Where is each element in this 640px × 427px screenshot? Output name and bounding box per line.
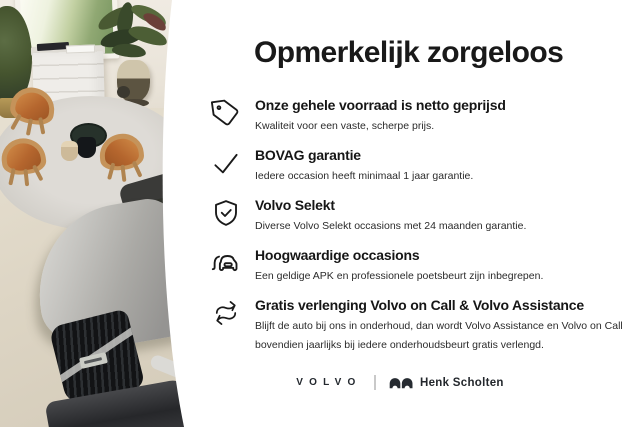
volvo-wordmark: VOLVO — [296, 377, 362, 388]
dealer-name: Henk Scholten — [419, 376, 504, 389]
feature-occasions — [211, 247, 635, 286]
footer-logos — [230, 375, 570, 390]
feature-description: Kwaliteit voor een vaste, scherpe prijs. — [255, 120, 435, 132]
feature-description: Een geldige APK en professionele poetsbeurt zijn inbegrepen. — [255, 270, 544, 282]
renewal-arrows-icon — [211, 298, 241, 328]
feature-title: BOVAG garantie — [255, 147, 361, 163]
checkmark-icon — [211, 148, 241, 178]
feature-volvo-selekt — [211, 197, 635, 236]
feature-description: Blijft de auto bij ons in onderhoud, dan wordt Volvo Assistance en Volvo on Call bovendien jaarlijks bij iedere onderhoudsbeurt gratis verlengd. — [255, 320, 623, 351]
shield-check-icon — [211, 198, 241, 228]
feature-title: Onze gehele voorraad is netto geprijsd — [255, 97, 506, 113]
feature-bovag — [211, 147, 635, 186]
feature-title: Gratis verlenging Volvo on Call & Volvo Assistance — [255, 297, 584, 313]
page-title: Opmerkelijk zorgeloos — [254, 36, 564, 69]
two-cars-icon — [211, 248, 241, 278]
dealer-logo — [389, 377, 504, 389]
price-tag-icon — [211, 98, 241, 128]
feature-title: Hoogwaardige occasions — [255, 247, 420, 263]
feature-net-priced — [211, 97, 635, 136]
feature-description: Iedere occasion heeft minimaal 1 jaar garantie. — [255, 170, 474, 182]
henk-scholten-icon — [389, 377, 413, 389]
feature-description: Diverse Volvo Selekt occasions met 24 maanden garantie. — [255, 220, 527, 232]
footer-divider — [374, 375, 376, 390]
feature-title: Volvo Selekt — [255, 197, 335, 213]
feature-free-renewal — [211, 297, 635, 355]
